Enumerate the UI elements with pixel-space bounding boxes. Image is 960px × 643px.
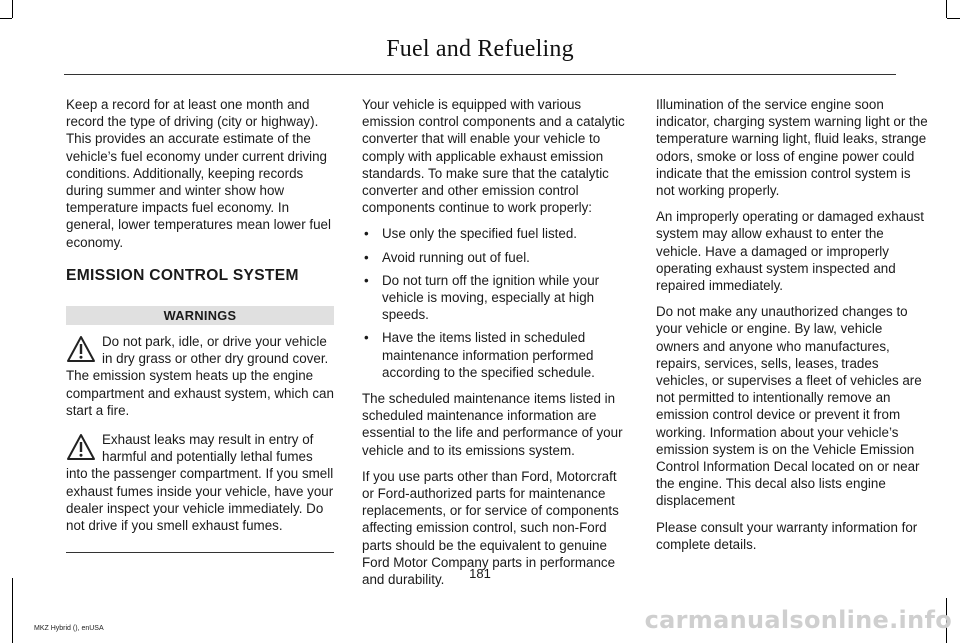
warning-triangle-icon: [66, 335, 96, 363]
bullet-icon: •: [364, 249, 369, 265]
warning-item: [66, 431, 334, 534]
bullet-icon: •: [364, 226, 369, 242]
column-1: [66, 96, 334, 553]
warning-triangle-icon: [66, 433, 96, 461]
list-item: [362, 225, 630, 242]
list-item-text: Avoid running out of fuel.: [382, 249, 530, 265]
column-3: [656, 96, 928, 562]
warnings-box: [66, 306, 334, 553]
bullet-icon: •: [364, 272, 369, 288]
section-heading: EMISSION CONTROL SYSTEM: [66, 266, 299, 284]
paragraph: If you use parts other than Ford, Motorcraft or Ford-authorized parts for maintenance replacements, or for service of components affecting emission control, such non-Ford parts should be the equivalent to genuine Ford Motor Company parts in performance and durability.: [362, 468, 619, 588]
paragraph: Your vehicle is equipped with various emission control components and a catalytic converter that will enable your vehicle to comply with applicable exhaust emission standards. To make sure that the catalytic converter and other emission control components continue to work properly:: [362, 97, 625, 216]
paragraph: Do not make any unauthorized changes to your vehicle or engine. By law, vehicle owners and anyone who manufactures, repairs, services, sells, leases, trades vehicles, or supervises a fleet of vehicles are not permitted to intentionally remove an emission control device or prevent it from working. Information about your vehicle’s emission system is on the Vehicle Emission Control Information Decal located on or near the engine. This decal also lists engine displacement: [656, 304, 922, 509]
crop-mark: [947, 18, 960, 19]
crop-mark: [946, 0, 947, 18]
paragraph: Illumination of the service engine soon indicator, charging system warning light or the temperature warning light, fluid leaks, strange odors, smoke or loss of engine power could indicate that the emission control system is not working properly.: [656, 97, 928, 199]
list-item: [362, 249, 630, 266]
page-number: 181: [469, 566, 491, 581]
warning-text: Do not park, idle, or drive your vehicle in dry grass or other dry ground cover. The emission system heats up the engine compartment and exhaust system, which can start a fire.: [66, 334, 334, 418]
crop-mark: [12, 578, 13, 643]
intro-paragraph: Keep a record for at least one month and record the type of driving (city or highway). This provides an accurate estimate of the vehicle’s fuel economy under current driving conditions. Additionally, keeping records during summer and winter show how temperature impacts fuel economy. In general, lower temperatures mean lower fuel economy.: [66, 97, 331, 250]
list-item-text: Have the items listed in scheduled maintenance information performed according to the specified schedule.: [382, 330, 595, 380]
warnings-header: WARNINGS: [66, 306, 334, 325]
list-item: [362, 272, 630, 324]
bullet-list: [362, 225, 630, 381]
paragraph: Please consult your warranty information for complete details.: [656, 519, 918, 552]
list-item-text: Use only the specified fuel listed.: [382, 226, 578, 242]
document-id: MKZ Hybrid (), enUSA: [34, 625, 104, 632]
watermark: carmanualsonline.info: [644, 606, 952, 634]
paragraph: An improperly operating or damaged exhaust system may allow exhaust to enter the vehicle. Have a damaged or improperly operating exhaust system inspected and repaired immediately.: [656, 209, 924, 294]
crop-mark: [0, 18, 12, 19]
list-item: [362, 329, 630, 381]
warning-item: [66, 333, 334, 419]
page-title: Fuel and Refueling: [386, 36, 574, 62]
list-item-text: Do not turn off the ignition while your vehicle is moving, especially at high speeds.: [382, 272, 600, 323]
crop-mark: [12, 0, 13, 18]
bullet-icon: •: [364, 330, 369, 346]
paragraph: The scheduled maintenance items listed in scheduled maintenance information are essential to the life and performance of your vehicle and to its emissions system.: [362, 391, 623, 458]
header-rule: [64, 74, 896, 75]
warning-text: Exhaust leaks may result in entry of harmful and potentially lethal fumes into the passenger compartment. If you smell exhaust fumes inside your vehicle, have your dealer inspect your vehicle immediately. Do not drive if you smell exhaust fumes.: [66, 432, 334, 534]
column-2: [362, 96, 630, 597]
